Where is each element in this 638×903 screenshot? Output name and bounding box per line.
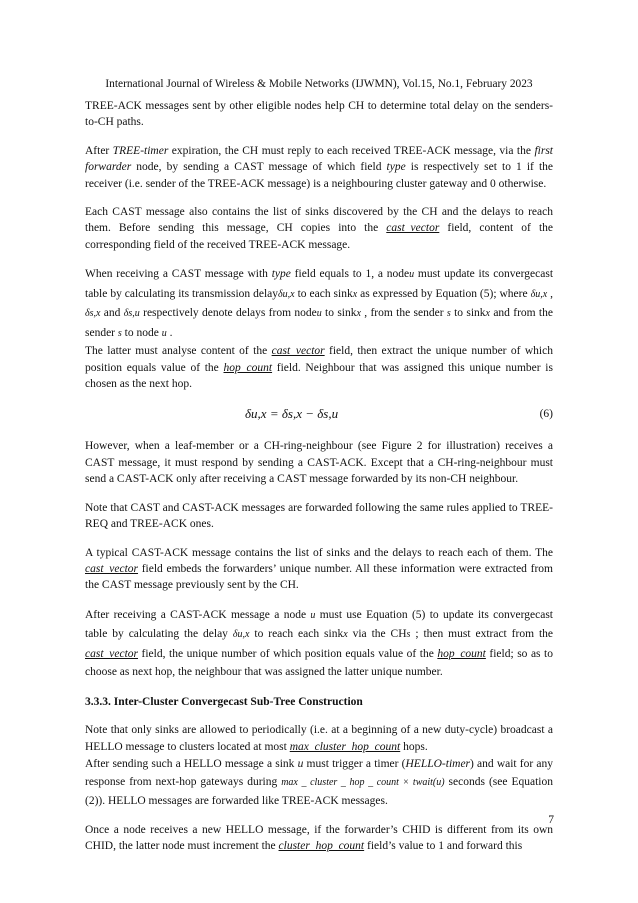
section-heading: 3.3.3. Inter-Cluster Convergecast Sub-Tree Construction — [85, 695, 363, 708]
equation-body: δu,x = δs,x − δs,u — [245, 406, 339, 422]
paragraph: After TREE-timer expiration, the CH must reply to each received TREE-ACK message, via the first forwarder node, by sending a CAST message of which field type is respectively set to 1 if the receiver (i.e. sender of the TREE-ACK message) is a neighbouring cluster gateway and 0 otherwise. — [85, 144, 553, 190]
paragraph: The latter must analyse content of the cast_vector field, then extract the unique number of which position equals value of the hop_count field. Neighbour that was assigned this unique number is chosen as the next hop. — [85, 345, 553, 391]
paragraph: Once a node receives a new HELLO message, if the forwarder’s CHID is different from its own CHID, the latter node must increment the cluster_hop_count field’s value to 1 and forward this — [85, 823, 553, 853]
equation-6 — [85, 404, 553, 424]
paragraph: TREE-ACK messages sent by other eligible nodes help CH to determine total delay on the senders-to-CH paths. — [85, 100, 553, 129]
paragraph: A typical CAST-ACK message contains the list of sinks and the delays to reach each of them. The cast_vector field embeds the forwarders’ unique number. All these information were extracted from the CAST message previously sent by the CH. — [85, 546, 553, 592]
paragraph: After sending such a HELLO message a sink u must trigger a timer (HELLO-timer) and wait for any response from next-hop gateways during max _ cluster _ hop _ count × twait(u) seconds (see Equation (2)). HELLO messages are forwarded like TREE-ACK messages. — [85, 757, 554, 807]
equation-number: (6) — [539, 408, 553, 421]
paragraph: After receiving a CAST-ACK message a node u must use Equation (5) to update its convergecast table by calculating the delay δu,x to reach each sinkx via the CHs ; then must extract from the cast_vector field, the unique number of which position equals value of the hop_count field; so as to choose as next hop, the neighbour that was assigned the latter unique number. — [85, 608, 553, 679]
paragraph: When receiving a CAST message with type field equals to 1, a nodeu must update its convergecast table by calculating its transmission delayδu,x to each sinkx as expressed by Equation (5); where δu,x , δs,x and δs,u respectively denote delays from nodeu to sinkx , from the sender s to sinkx and from the sender s to node u . — [85, 268, 554, 339]
paragraph: However, when a leaf-member or a CH-ring-neighbour (see Figure 2 for illustration) receives a CAST message, it must respond by sending a CAST-ACK. Except that a CH-ring-neighbour must send a CAST-ACK only after receiving a CAST message forwarded by its non-CH neighbour. — [85, 440, 553, 486]
running-header: International Journal of Wireless & Mobile Networks (IJWMN), Vol.15, No.1, February 2023 — [105, 78, 533, 90]
paragraph: Each CAST message also contains the list of sinks discovered by the CH and the delays to reach them. Before sending this message, CH copies into the cast_vector field, content of the corresponding field of the received TREE-ACK message. — [85, 206, 553, 251]
page-body — [85, 98, 553, 867]
page-number: 7 — [548, 814, 554, 826]
paragraph: Note that only sinks are allowed to periodically (i.e. at a beginning of a new duty-cycle) broadcast a HELLO message to clusters located at most max_cluster_hop_count hops. — [85, 724, 553, 753]
paragraph: Note that CAST and CAST-ACK messages are forwarded following the same rules applied to TREE-REQ and TREE-ACK ones. — [85, 501, 553, 531]
